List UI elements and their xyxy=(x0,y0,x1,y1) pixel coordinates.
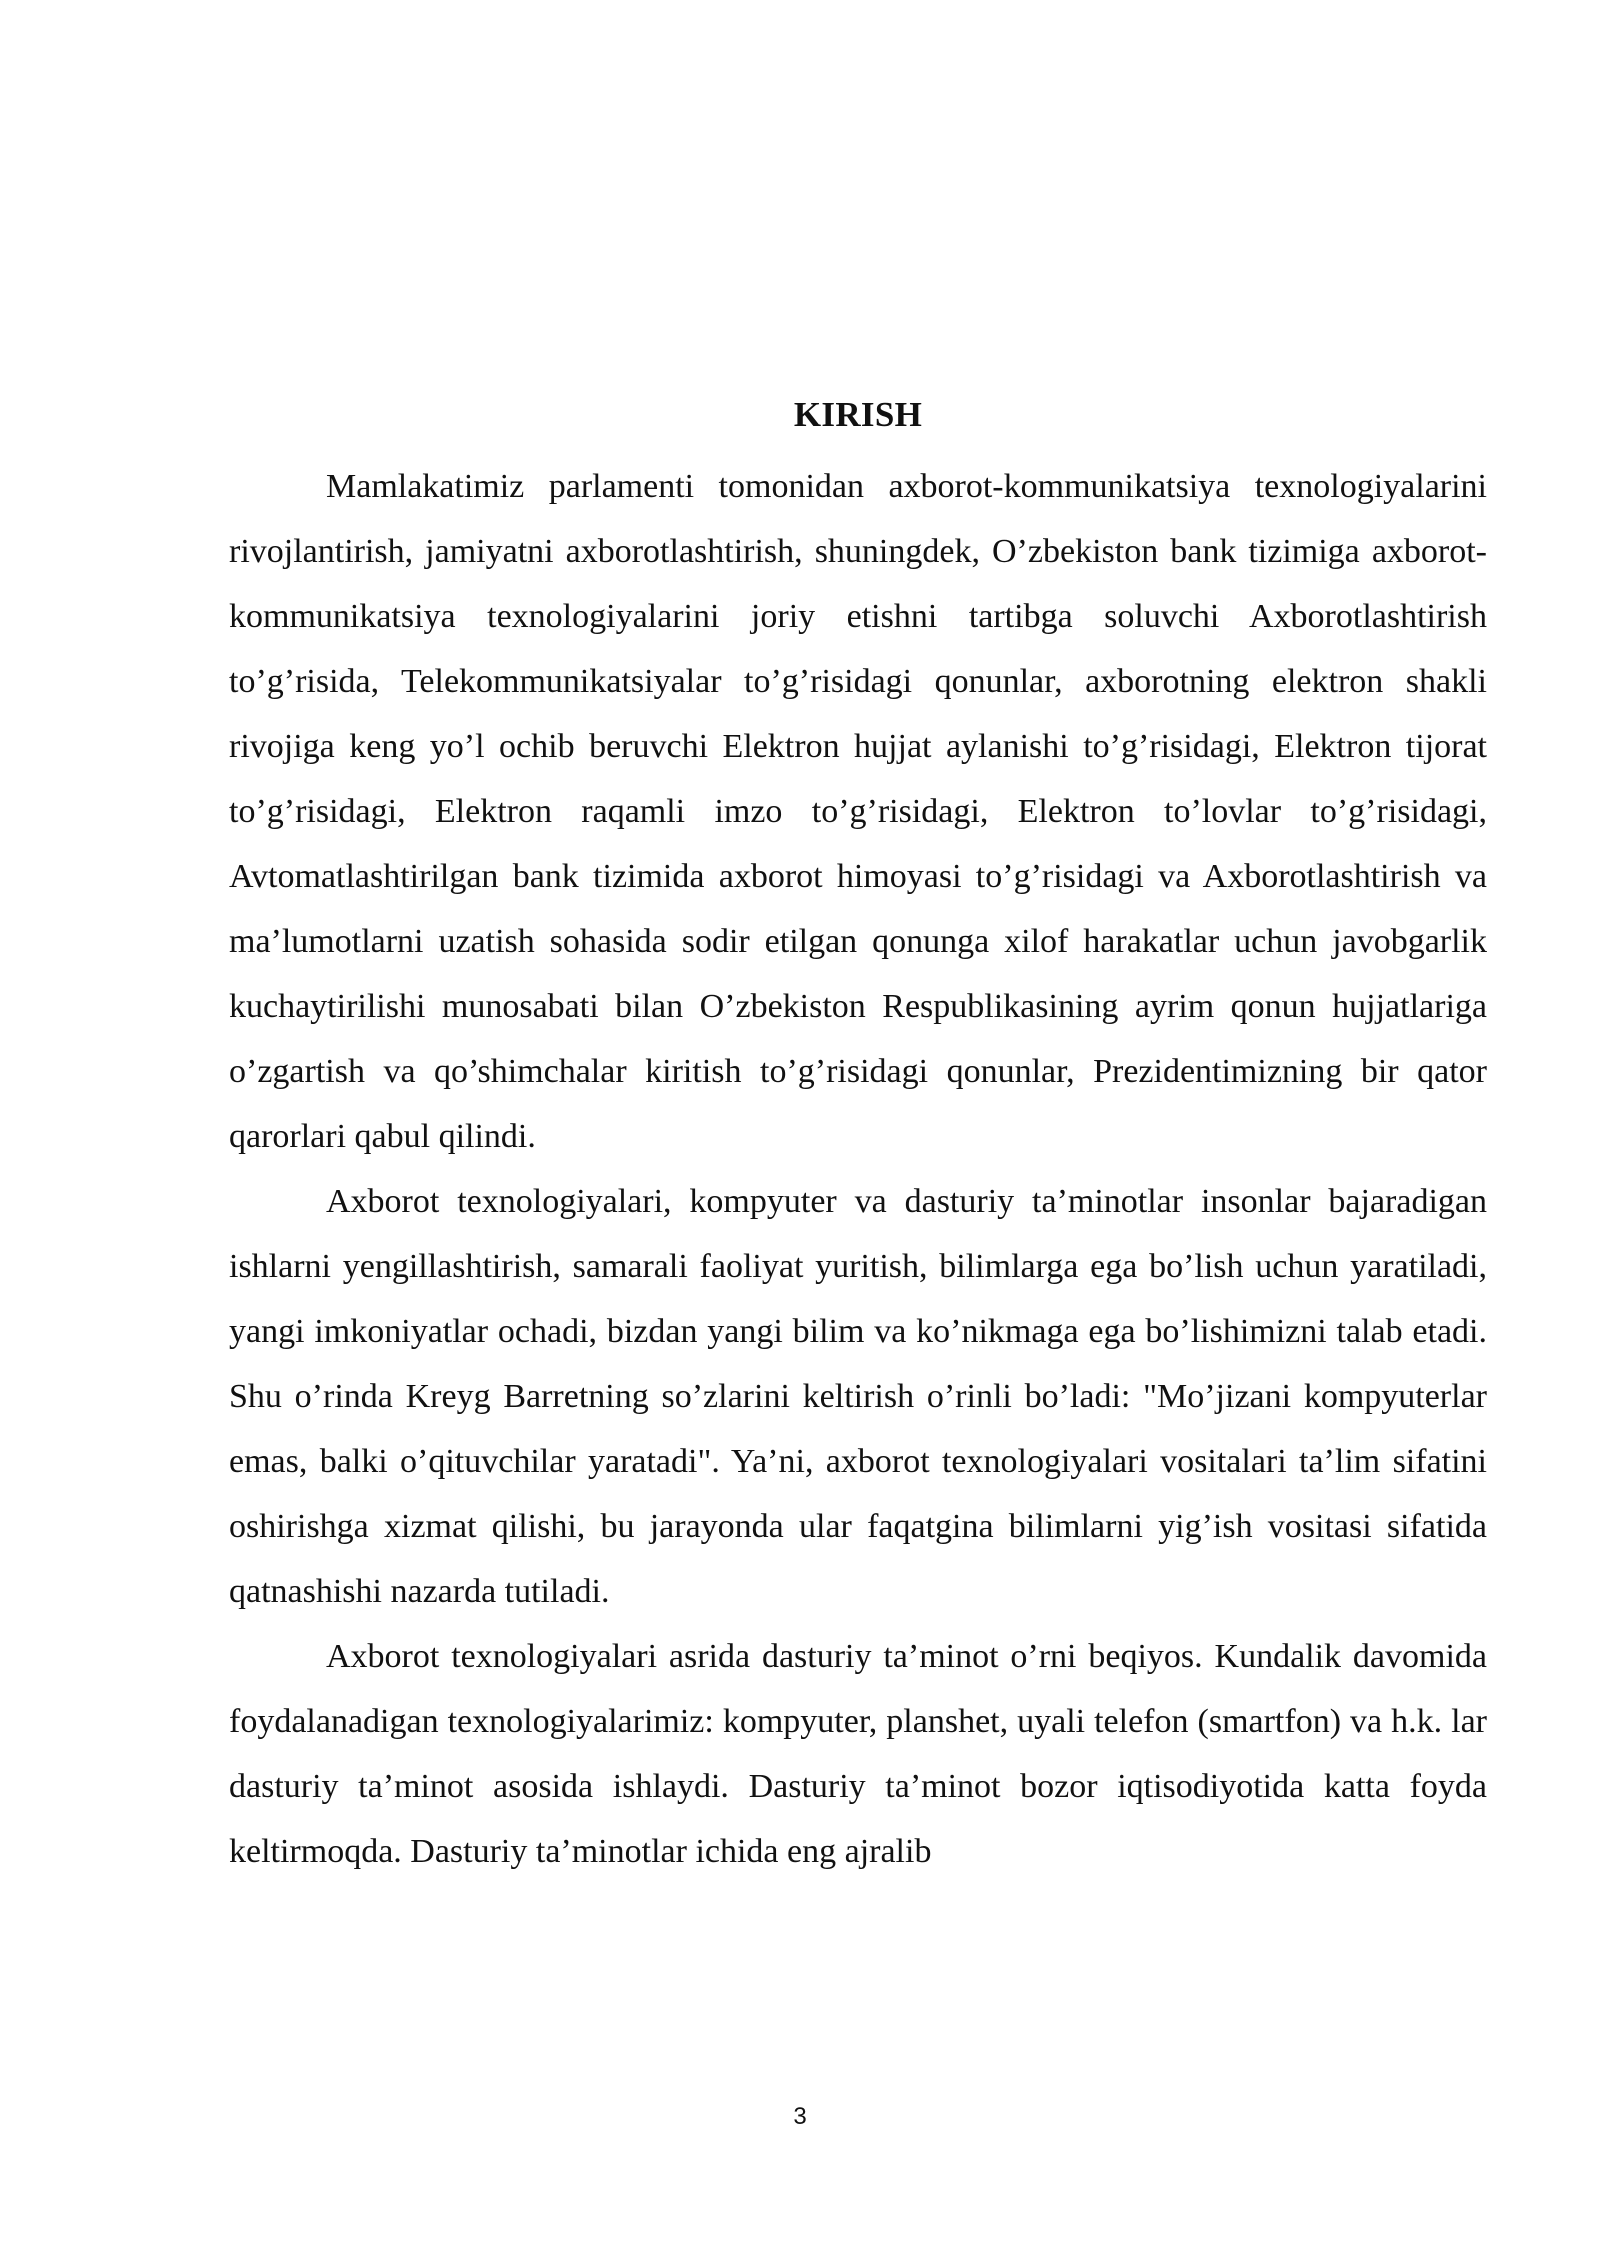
paragraph-2: Axborot texnologiyalari, kompyuter va dasturiy ta’minotlar insonlar bajaradigan ishlarni yengillashtirish, samarali faoliyat yuritish, bilimlarga ega bo’lish uchun yaratiladi, yangi imkoniyatlar ochadi, bizdan yangi bilim va ko’nikmaga ega bo’lishimizni talab etadi. Shu o’rinda Kreyg Barretning so’zlarini keltirish o’rinli bo’ladi: "Mo’jizani kompyuterlar emas, balki o’qituvchilar yaratadi". Ya’ni, axborot texnologiyalari vositalari ta’lim sifatini oshirishga xizmat qilishi, bu jarayonda ular faqatgina bilimlarni yig’ish vositasi sifatida qatnashishi nazarda tutiladi. xyxy=(229,1183,1487,1610)
section-heading: KIRISH xyxy=(793,395,923,434)
paragraph-3: Axborot texnologiyalari asrida dasturiy ta’minot o’rni beqiyos. Kundalik davomida foydalanadigan texnologiyalarimiz: kompyuter, planshet, uyali telefon (smartfon) va h.k. lar dasturiy ta’minot asosida ishlaydi. Dasturiy ta’minot bozor iqtisodiyotida katta foyda keltirmoqda. Dasturiy ta’minotlar ichida eng ajralib xyxy=(229,1638,1487,1870)
paragraph-1: Mamlakatimiz parlamenti tomonidan axborot-kommunikatsiya texnologiyalarini rivojlantirish, jamiyatni axborotlashtirish, shuningdek, O’zbekiston bank tizimiga axborot-kommunikatsiya texnologiyalarini joriy etishni tartibga soluvchi Axborotlashtirish to’g’risida, Telekommunikatsiyalar to’g’risidagi qonunlar, axborotning elektron shakli rivojiga keng yo’l ochib beruvchi Elektron hujjat aylanishi to’g’risidagi, Elektron tijorat to’g’risidagi, Elektron raqamli imzo to’g’risidagi, Elektron to’lovlar to’g’risidagi, Avtomatlashtirilgan bank tizimida axborot himoyasi to’g’risidagi va Axborotlashtirish va ma’lumotlarni uzatish sohasida sodir etilgan qonunga xilof harakatlar uchun javobgarlik kuchaytirilishi munosabati bilan O’zbekiston Respublikasining ayrim qonun hujjatlariga o’zgartish va qo’shimchalar kiritish to’g’risidagi qonunlar, Prezidentimizning bir qator qarorlari qabul qilindi. xyxy=(229,468,1487,1155)
page-number: 3 xyxy=(793,2103,807,2130)
body-text xyxy=(229,390,1487,1884)
